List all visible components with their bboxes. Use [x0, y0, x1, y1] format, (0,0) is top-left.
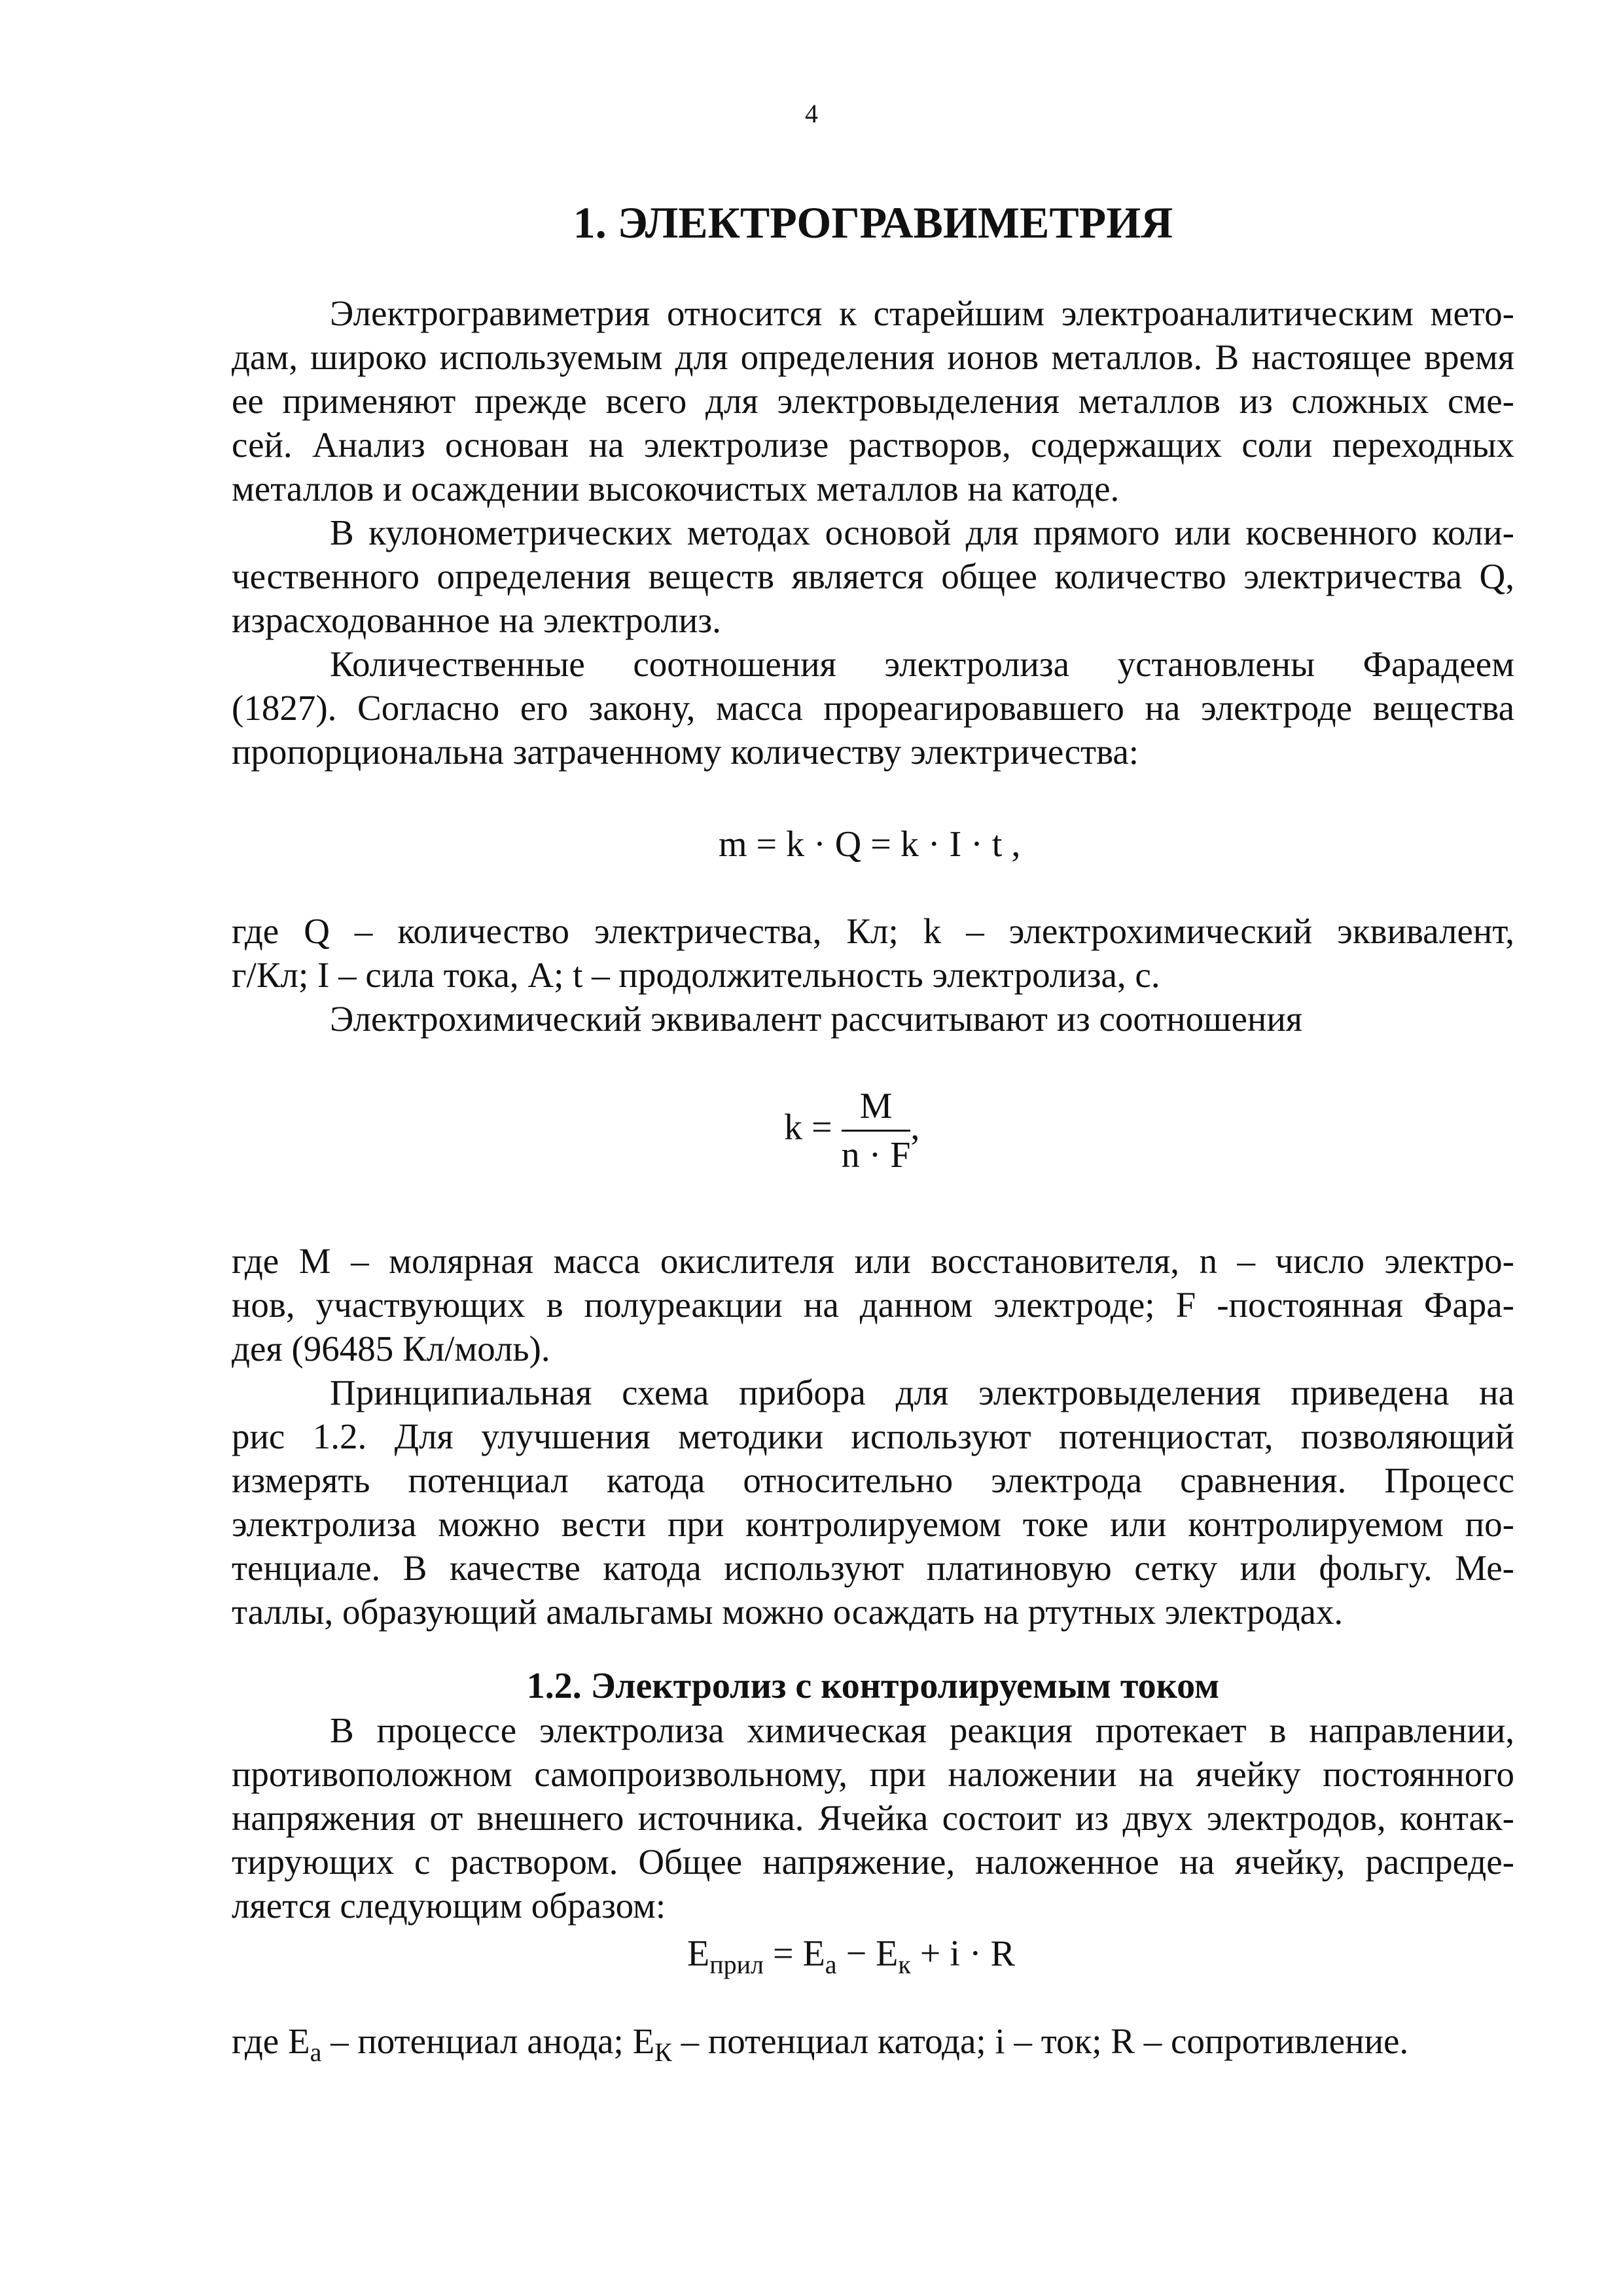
text-line: г/Кл; I – сила тока, А; t – продолжительность электролиза, с.	[232, 955, 1160, 995]
text-line: где Q – количество электричества, Кл; k – электрохимический эквивалент,	[232, 911, 1514, 951]
paragraph-1	[232, 291, 1514, 511]
text-line: ляется следующим образом:	[232, 1886, 666, 1926]
subscript: а	[825, 1950, 837, 1980]
formula-part: = E	[764, 1933, 825, 1974]
paragraph-2	[232, 511, 1514, 642]
formula-part: + i · R	[910, 1933, 1015, 1974]
paragraph-8	[232, 1708, 1514, 1928]
formula-part: E	[687, 1933, 710, 1974]
text-line: Электрохимический эквивалент рассчитывают из соотношения	[330, 999, 1303, 1039]
subscript: а	[310, 2037, 322, 2067]
formula-faraday-law: m = k · Q = k · I · t ,	[719, 824, 1021, 865]
paragraph-4	[232, 909, 1514, 997]
page-number: 4	[805, 99, 818, 128]
text-line: тенциале. В качестве катода используют платиновую сетку или фольгу. Ме-	[232, 1548, 1514, 1588]
text-line: Электрогравиметрия относится к старейшим электроаналитическим мето-	[330, 293, 1514, 333]
text-line: напряжения от внешнего источника. Ячейка состоит из двух электродов, контак-	[232, 1798, 1514, 1838]
text-line: металлов и осаждении высокочистых металлов на катоде.	[232, 469, 1120, 509]
text-line: противоположном самопроизвольному, при наложении на ячейку постоянного	[232, 1754, 1514, 1794]
chapter-heading: 1. ЭЛЕКТРОГРАВИМЕТРИЯ	[573, 198, 1173, 247]
text-line: дея (96485 Кл/моль).	[232, 1329, 550, 1369]
fraction-denominator: n · F	[841, 1135, 911, 1175]
formula-part: − E	[836, 1933, 899, 1974]
text-line: израсходованное на электролиз.	[232, 600, 721, 640]
text-line: измерять потенциал катода относительно электрода сравнения. Процесс	[232, 1460, 1514, 1500]
text-line: таллы, образующий амальгамы можно осаждать на ртутных электродах.	[232, 1592, 1344, 1632]
text-line: электролиза можно вести при контролируемом токе или контролируемом по-	[232, 1504, 1514, 1544]
text-line: где М – молярная масса окислителя или восстановителя, n – число электро-	[232, 1241, 1514, 1281]
text-part: – потенциал анода; E	[321, 2021, 655, 2061]
text-line: сей. Анализ основан на электролизе растворов, содержащих соли переходных	[232, 425, 1514, 465]
section-heading: 1.2. Электролиз с контролируемым током	[526, 1666, 1220, 1706]
paragraph-6	[232, 1239, 1514, 1371]
formula-lhs: k =	[784, 1107, 832, 1148]
text-line: В процессе электролиза химическая реакция протекает в направлении,	[330, 1710, 1514, 1750]
text-line: нов, участвующих в полуреакции на данном электроде; F -постоянная Фара-	[232, 1285, 1514, 1325]
paragraph-5	[232, 997, 1514, 1041]
text-line: чественного определения веществ является общее количество электричества Q,	[232, 556, 1514, 596]
text-line: рис 1.2. Для улучшения методики используют потенциостат, позволяющий	[232, 1416, 1514, 1456]
paragraph-9	[232, 2019, 1514, 2067]
text-line: Принципиальная схема прибора для электровыделения приведена на	[330, 1372, 1514, 1412]
formula-electrochemical-equivalent	[784, 1085, 919, 1176]
text-line: Количественные соотношения электролиза установлены Фарадеем	[330, 644, 1514, 684]
text-line: тирующих с раствором. Общее напряжение, наложенное на ячейку, распреде-	[232, 1842, 1514, 1882]
text-line	[232, 2019, 1514, 2067]
text-line: ее применяют прежде всего для электровыделения металлов из сложных сме-	[232, 381, 1514, 421]
formula-applied-voltage	[687, 1931, 1015, 1988]
text-line: В кулонометрических методах основой для прямого или косвенного коли-	[330, 512, 1514, 552]
paragraph-3	[232, 642, 1514, 774]
subscript: к	[898, 1950, 911, 1980]
subscript: К	[654, 2037, 672, 2067]
text-line: (1827). Согласно его закону, масса прореагировавшего на электроде вещества	[232, 688, 1514, 728]
paragraph-7	[232, 1371, 1514, 1634]
formula-tail: ,	[910, 1107, 920, 1148]
text-line: пропорциональна затраченному количеству электричества:	[232, 732, 1139, 772]
text-part: – потенциал катода; i – ток; R – сопротивление.	[671, 2021, 1409, 2061]
subscript: прил	[709, 1950, 764, 1980]
fraction	[842, 1085, 911, 1176]
text-line: дам, широко используемым для определения ионов металлов. В настоящее время	[232, 337, 1514, 377]
fraction-numerator: M	[842, 1085, 911, 1132]
text-part: где E	[232, 2021, 310, 2061]
